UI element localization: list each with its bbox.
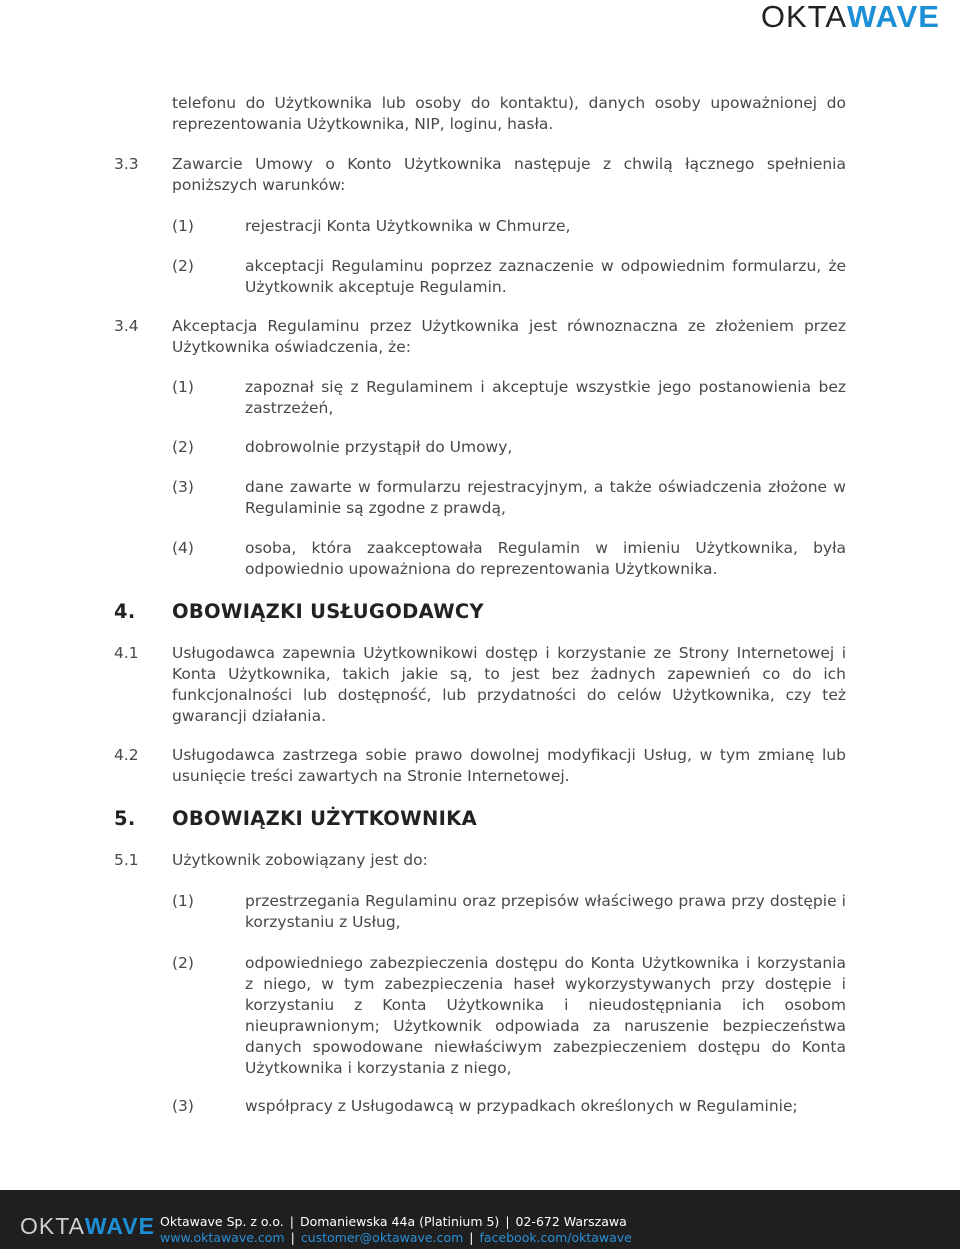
item-5-1-3-number: (3)	[172, 1097, 194, 1115]
item-3-4-4-text: osoba, która zaakceptowała Regulamin w imieniu Użytkownika, była odpowiednio upoważniona do reprezentowania Użytkownika.	[245, 539, 846, 578]
item-3-4-3-number: (3)	[172, 478, 194, 496]
heading-5-title: OBOWIĄZKI UŻYTKOWNIKA	[172, 807, 477, 830]
section-4-1-text: Usługodawca zapewnia Użytkownikowi dostęp i korzystanie ze Strony Internetowej i Konta Użytkownika, takich jakie są, to jest bez żadnych zapewnień co do ich funkcjonalności lub dostępność, lub przydatności do celów Użytkownika, czy też gwarancji działania.	[172, 644, 846, 725]
footer-separator: |	[505, 1214, 510, 1229]
footer-separator: |	[290, 1230, 295, 1245]
item-3-3-1-text: rejestracji Konta Użytkownika w Chmurze,	[245, 217, 571, 235]
item-5-1-1-number: (1)	[172, 892, 194, 910]
item-5-1-1-text: przestrzegania Regulaminu oraz przepisów właściwego prawa przy dostępie i korzystaniu z Usług,	[245, 892, 846, 931]
footer-logo-wave-text: WAVE	[84, 1213, 155, 1239]
logo-wave-text: WAVE	[847, 0, 940, 34]
footer-logo-okta-text: OKTA	[20, 1213, 85, 1239]
page-footer	[0, 1190, 960, 1249]
footer-company: Oktawave Sp. z o.o.	[160, 1214, 284, 1229]
footer-separator: |	[469, 1230, 474, 1245]
item-3-4-1-number: (1)	[172, 378, 194, 396]
item-5-1-2-number: (2)	[172, 954, 194, 972]
heading-5-number: 5.	[114, 807, 136, 830]
heading-4-number: 4.	[114, 600, 136, 623]
item-3-3-2-number: (2)	[172, 257, 194, 275]
footer-separator: |	[289, 1214, 294, 1229]
footer-city: 02-672 Warszawa	[515, 1214, 627, 1229]
section-5-1-text: Użytkownik zobowiązany jest do:	[172, 851, 428, 869]
item-3-3-1-number: (1)	[172, 217, 194, 235]
item-3-4-3-text: dane zawarte w formularzu rejestracyjnym, a także oświadczenia złożone w Regulaminie są zgodne z prawdą,	[245, 478, 846, 517]
item-3-4-2-number: (2)	[172, 438, 194, 456]
section-3-3-text: Zawarcie Umowy o Konto Użytkownika następuje z chwilą łącznego spełnienia poniższych warunków:	[172, 155, 846, 194]
section-3-4-text: Akceptacja Regulaminu przez Użytkownika jest równoznaczna ze złożeniem przez Użytkownika oświadczenia, że:	[172, 317, 846, 356]
item-3-4-4-number: (4)	[172, 539, 194, 557]
footer-website-link[interactable]: www.oktawave.com	[160, 1230, 285, 1245]
item-3-4-1-text: zapoznał się z Regulaminem i akceptuje wszystkie jego postanowienia bez zastrzeżeń,	[245, 378, 846, 417]
section-4-2-text: Usługodawca zastrzega sobie prawo dowolnej modyfikacji Usług, w tym zmianę lub usunięcie treści zawartych na Stronie Internetowej.	[172, 746, 846, 785]
item-3-4-2-text: dobrowolnie przystąpił do Umowy,	[245, 438, 513, 456]
footer-logo	[20, 1213, 155, 1239]
section-number-4-1: 4.1	[114, 644, 139, 662]
section-number-4-2: 4.2	[114, 746, 139, 764]
heading-4-title: OBOWIĄZKI USŁUGODAWCY	[172, 600, 484, 623]
intro-continuation: telefonu do Użytkownika lub osoby do kontaktu), danych osoby upoważnionej do reprezentowania Użytkownika, NIP, loginu, hasła.	[172, 94, 846, 133]
item-5-1-2-text: odpowiedniego zabezpieczenia dostępu do Konta Użytkownika i korzystania z niego, w tym zabezpieczenia haseł wykorzystywanych przy dostępie i korzystaniu z Konta Użytkownika i nieudostępniania ich osobom nieuprawnionym; Użytkownik odpowiada za naruszenie bezpieczeństwa danych spowodowane niewłaściwym zabezpieczeniem dostępu do Konta Użytkownika i korzystania z niego,	[245, 954, 846, 1077]
header-logo	[761, 0, 940, 34]
footer-address: Domaniewska 44a (Platinium 5)	[299, 1214, 500, 1229]
logo-okta-text: OKTA	[760, 0, 847, 34]
item-5-1-3-text: współpracy z Usługodawcą w przypadkach określonych w Regulaminie;	[245, 1097, 798, 1115]
section-number-5-1: 5.1	[114, 851, 139, 869]
footer-facebook-link[interactable]: facebook.com/oktawave	[479, 1230, 632, 1245]
item-3-3-2-text: akceptacji Regulaminu poprzez zaznaczenie w odpowiednim formularzu, że Użytkownik akceptuje Regulamin.	[245, 257, 846, 296]
footer-links-line	[160, 1230, 632, 1246]
section-number-3-3: 3.3	[114, 155, 139, 173]
footer-email-link[interactable]: customer@oktawave.com	[300, 1230, 464, 1245]
section-number-3-4: 3.4	[114, 317, 139, 335]
footer-address-line	[160, 1214, 627, 1230]
